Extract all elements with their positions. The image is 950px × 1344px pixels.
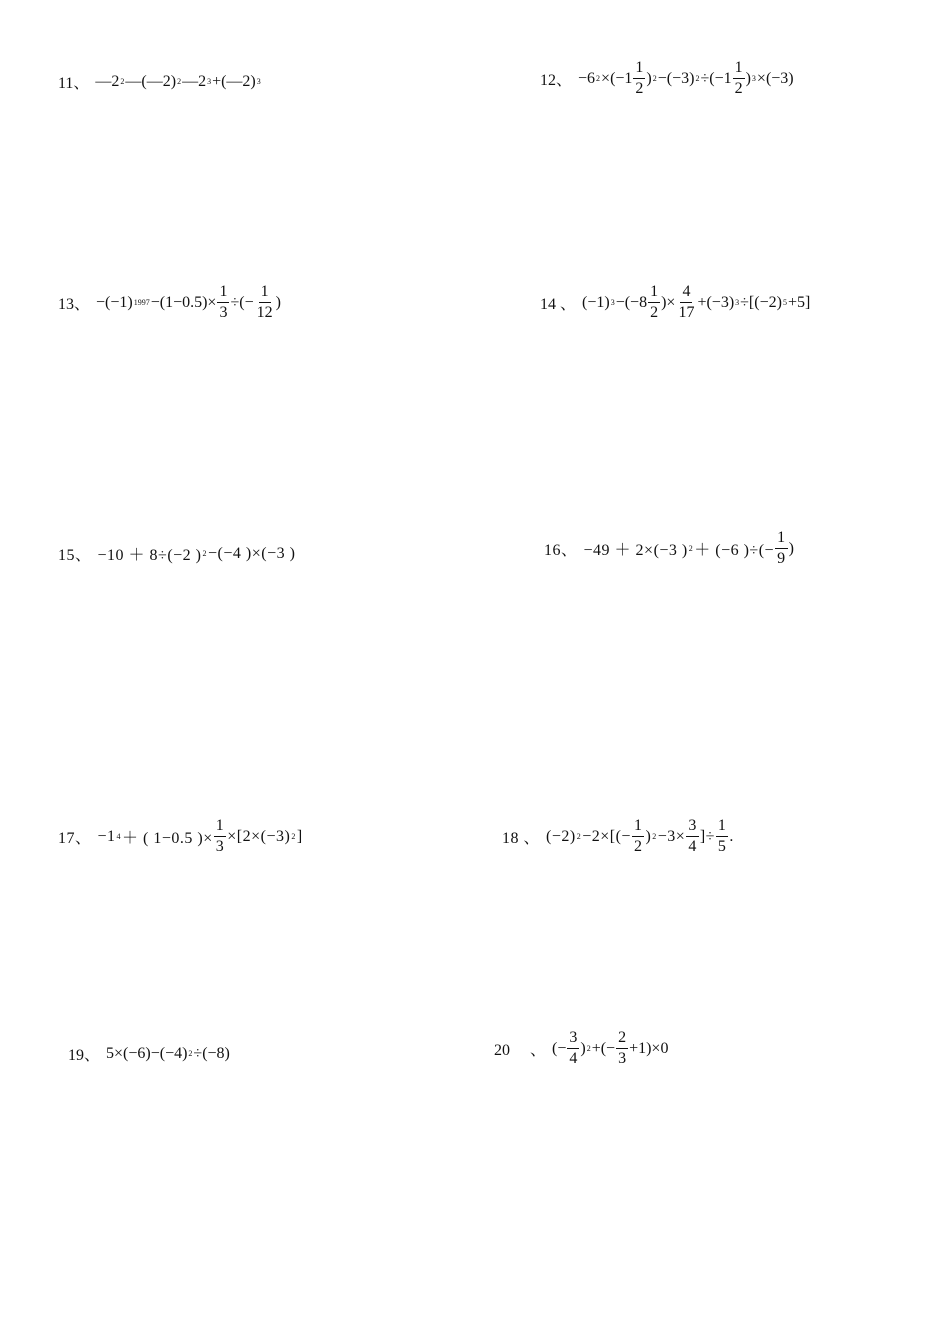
expression-text: +1)×0 xyxy=(629,1039,669,1057)
problem-13 xyxy=(58,284,281,321)
exponent: 2 xyxy=(586,1044,591,1053)
problem-number: 14 、 xyxy=(540,296,577,313)
denominator: 3 xyxy=(618,1050,627,1067)
problem-number: 17、 xyxy=(58,830,92,847)
expression-text: −(1−0.5)× xyxy=(150,293,217,311)
problem-number: 16、 xyxy=(544,542,578,559)
expression-text: −(−8 xyxy=(615,293,648,311)
exponent: 4 xyxy=(116,832,122,841)
denominator: 2 xyxy=(635,80,644,97)
fraction xyxy=(633,60,645,97)
numerator: 1 xyxy=(217,284,229,303)
exponent: 2 xyxy=(291,832,296,841)
denominator: 2 xyxy=(650,304,659,321)
exponent: 3 xyxy=(256,77,261,86)
expression-text: ×[2×(−3) xyxy=(227,827,291,845)
expression-text: ×(−3) xyxy=(756,69,794,87)
denominator: 9 xyxy=(777,550,786,567)
denominator: 12 xyxy=(256,304,273,321)
expression-text: −10 ＋ 8÷(−2 ) xyxy=(97,547,202,564)
denominator: 4 xyxy=(688,838,697,855)
expression-text: (−2) xyxy=(546,827,576,845)
expression-text: ) xyxy=(645,827,652,845)
expression-text: (−1) xyxy=(582,293,610,311)
problem-number: 11、 xyxy=(58,75,90,92)
fraction xyxy=(214,818,227,855)
problem-19 xyxy=(68,1042,230,1065)
problem-20 xyxy=(494,1030,668,1067)
fraction xyxy=(775,530,788,567)
problem-11 xyxy=(58,70,262,93)
exponent: 3 xyxy=(751,74,756,83)
numerator: 1 xyxy=(733,60,745,79)
expression-text: ÷(−1 xyxy=(700,69,732,87)
problem-number: 13、 xyxy=(58,296,91,313)
exponent: 2 xyxy=(695,74,700,83)
fraction xyxy=(567,1030,579,1067)
exponent: 2 xyxy=(652,832,657,841)
expression-text: ) xyxy=(646,69,652,87)
problem-number: 20 、 xyxy=(494,1042,547,1059)
expression-text: —(—2) xyxy=(125,72,177,90)
expression-text: ×(−1 xyxy=(601,69,633,87)
expression-text: —2 xyxy=(182,72,207,90)
expression-text: +(−3) xyxy=(697,293,735,311)
exponent: 2 xyxy=(576,832,582,841)
numerator: 4 xyxy=(680,284,692,303)
exponent: 3 xyxy=(735,298,740,307)
fraction xyxy=(733,60,745,97)
fraction xyxy=(686,818,699,855)
expression-text: —2 xyxy=(95,72,120,90)
expression-text: ) xyxy=(580,1039,586,1057)
numerator: 3 xyxy=(567,1030,579,1049)
numerator: 3 xyxy=(686,818,699,837)
problem-17 xyxy=(58,818,303,855)
numerator: 2 xyxy=(616,1030,628,1049)
denominator: 2 xyxy=(734,80,743,97)
fraction xyxy=(676,284,696,321)
exponent: 2 xyxy=(177,77,182,86)
expression-text: −(−4 )×(−3 ) xyxy=(208,544,296,562)
expression-text: (− xyxy=(552,1039,567,1057)
denominator: 3 xyxy=(219,304,228,321)
expression-text: −49 ＋ 2×(−3 ) xyxy=(583,542,688,559)
expression-text: ) xyxy=(275,293,281,311)
numerator: 1 xyxy=(259,284,271,303)
problem-15 xyxy=(58,542,295,565)
denominator: 5 xyxy=(717,838,727,855)
expression-text: ] xyxy=(296,827,303,845)
numerator: 1 xyxy=(775,530,788,549)
denominator: 2 xyxy=(633,838,643,855)
expression-text: +(—2) xyxy=(212,72,256,90)
exponent: 3 xyxy=(207,77,212,86)
denominator: 4 xyxy=(569,1050,578,1067)
expression-text: −1 xyxy=(97,827,116,845)
denominator: 17 xyxy=(678,304,695,321)
expression-text: ) xyxy=(788,539,795,557)
exponent: 2 xyxy=(596,74,601,83)
numerator: 1 xyxy=(633,60,645,79)
expression-text: ＋ ( 1−0.5 )× xyxy=(122,830,213,847)
fraction xyxy=(255,284,275,321)
expression-text: ) xyxy=(745,69,751,87)
expression-text: −6 xyxy=(578,69,596,87)
expression-text: −2×[(− xyxy=(582,827,631,845)
numerator: 1 xyxy=(632,818,645,837)
fraction xyxy=(648,284,660,321)
numerator: 1 xyxy=(648,284,660,303)
expression-text: ]÷ xyxy=(699,827,715,845)
expression-text: −(−1) xyxy=(96,293,133,311)
expression-text: ÷(− xyxy=(230,293,254,311)
expression-text: +5] xyxy=(787,293,811,311)
expression-text: ÷[(−2) xyxy=(740,293,782,311)
denominator: 3 xyxy=(215,838,225,855)
expression-text: +(− xyxy=(591,1039,616,1057)
problem-number: 19、 xyxy=(68,1047,101,1064)
exponent: 3 xyxy=(610,298,615,307)
problem-18 xyxy=(502,818,734,855)
exponent: 2 xyxy=(120,77,125,86)
exponent: 2 xyxy=(188,1049,193,1058)
exponent: 2 xyxy=(202,549,208,558)
problem-16 xyxy=(544,530,794,567)
fraction xyxy=(616,1030,628,1067)
problem-12 xyxy=(540,60,794,97)
exponent: 2 xyxy=(652,74,657,83)
exponent: 5 xyxy=(782,298,787,307)
expression-text: 5×(−6)−(−4) xyxy=(106,1044,188,1062)
problem-14 xyxy=(540,284,810,321)
expression-text: −(−3) xyxy=(657,69,695,87)
numerator: 1 xyxy=(214,818,227,837)
numerator: 1 xyxy=(716,818,729,837)
expression-text: ÷(−8) xyxy=(193,1044,230,1062)
expression-text: )× xyxy=(661,293,676,311)
fraction xyxy=(716,818,729,855)
fraction xyxy=(217,284,229,321)
exponent: 1997 xyxy=(133,298,150,307)
expression-text: ＋ (−6 )÷(− xyxy=(694,542,775,559)
problem-number: 12、 xyxy=(540,72,573,89)
expression-text: −3× xyxy=(657,827,686,845)
fraction xyxy=(632,818,645,855)
problem-number: 15、 xyxy=(58,547,92,564)
expression-text: . xyxy=(729,827,734,845)
problem-number: 18 、 xyxy=(502,830,541,847)
exponent: 2 xyxy=(688,544,694,553)
